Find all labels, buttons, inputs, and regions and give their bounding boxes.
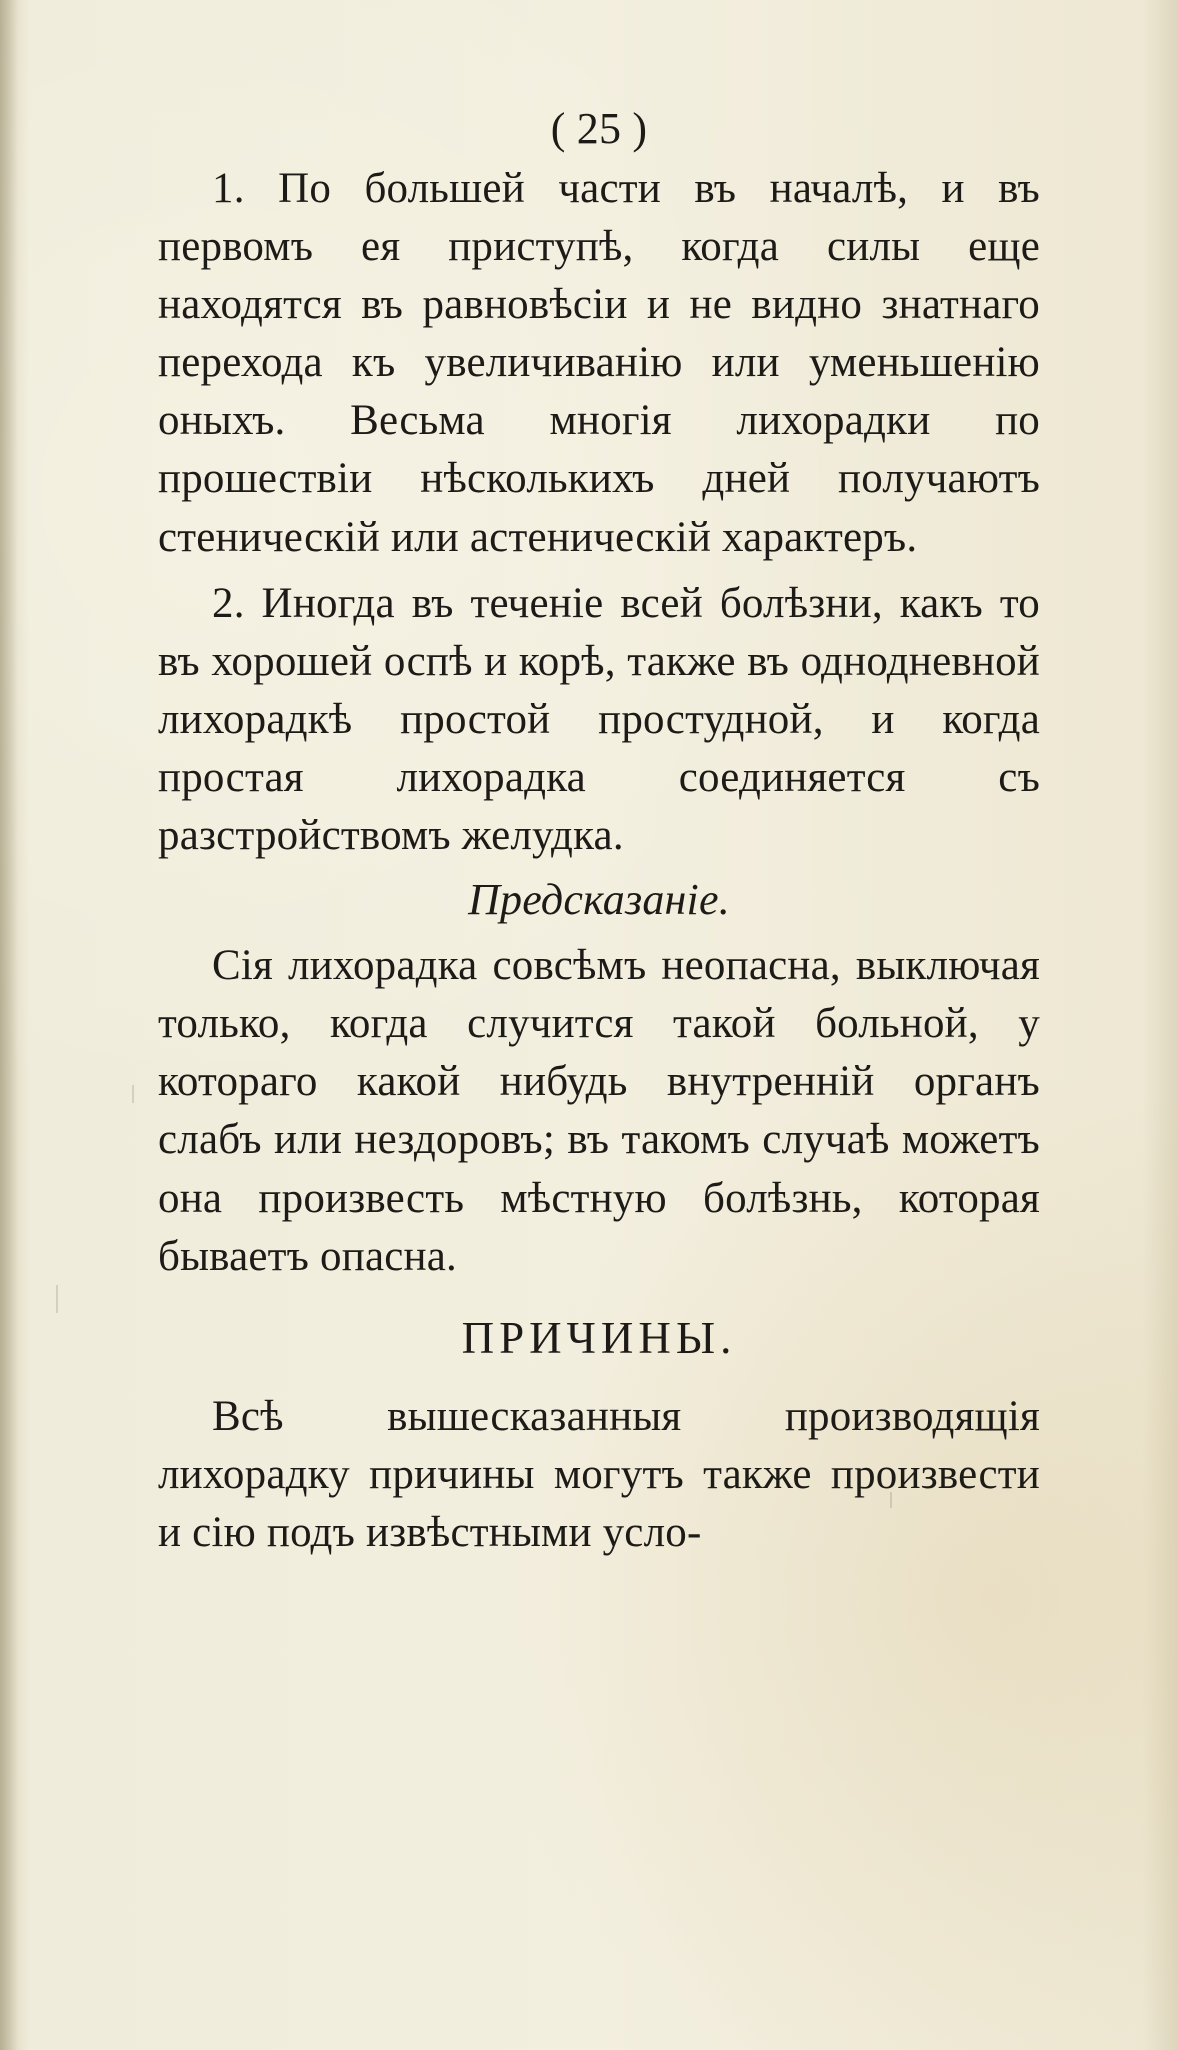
- page-edge-shadow: [0, 0, 18, 2050]
- prognosis-heading: Предсказаніе.: [468, 875, 730, 925]
- paper-mark: [132, 1085, 134, 1103]
- causes-heading: ПРИЧИНЫ.: [461, 1312, 737, 1363]
- paragraph-gap: [158, 567, 1040, 575]
- paragraph-2: 2. Иногда въ теченіе всей болѣзни, какъ то въ хорошей оспѣ и корѣ, также въ однодневной лихорадкѣ простой простудной, и когда простая лихорадка соединяется съ разстройствомъ желудка.: [158, 579, 1040, 860]
- page-text: [158, 98, 1040, 1562]
- prognosis-paragraph: Сія лихорадка совсѣмъ неопасна, выключая только, когда случится такой больной, у котораго какой нибудь внутренній органъ слабъ или нездоровъ; въ такомъ случаѣ можетъ она произвесть мѣстную болѣзнь, которая бываетъ опасна.: [158, 942, 1040, 1280]
- paragraph-1: 1. По большей части въ началѣ, и въ первомъ ея приступѣ, когда силы еще находятся въ равновѣсіи и не видно знатнаго перехода къ увеличиванію или уменьшенію оныхъ. Весьма многія лихорадки по прошествіи нѣсколькихъ дней получаютъ стеническій или астеническій характеръ.: [158, 165, 1040, 561]
- causes-paragraph: Всѣ вышесказанныя производящія лихорадку причины могутъ также произвести и сію подъ извѣстными усло-: [158, 1392, 1040, 1556]
- paper-mark: [56, 1285, 58, 1313]
- page-number: ( 25 ): [550, 104, 648, 153]
